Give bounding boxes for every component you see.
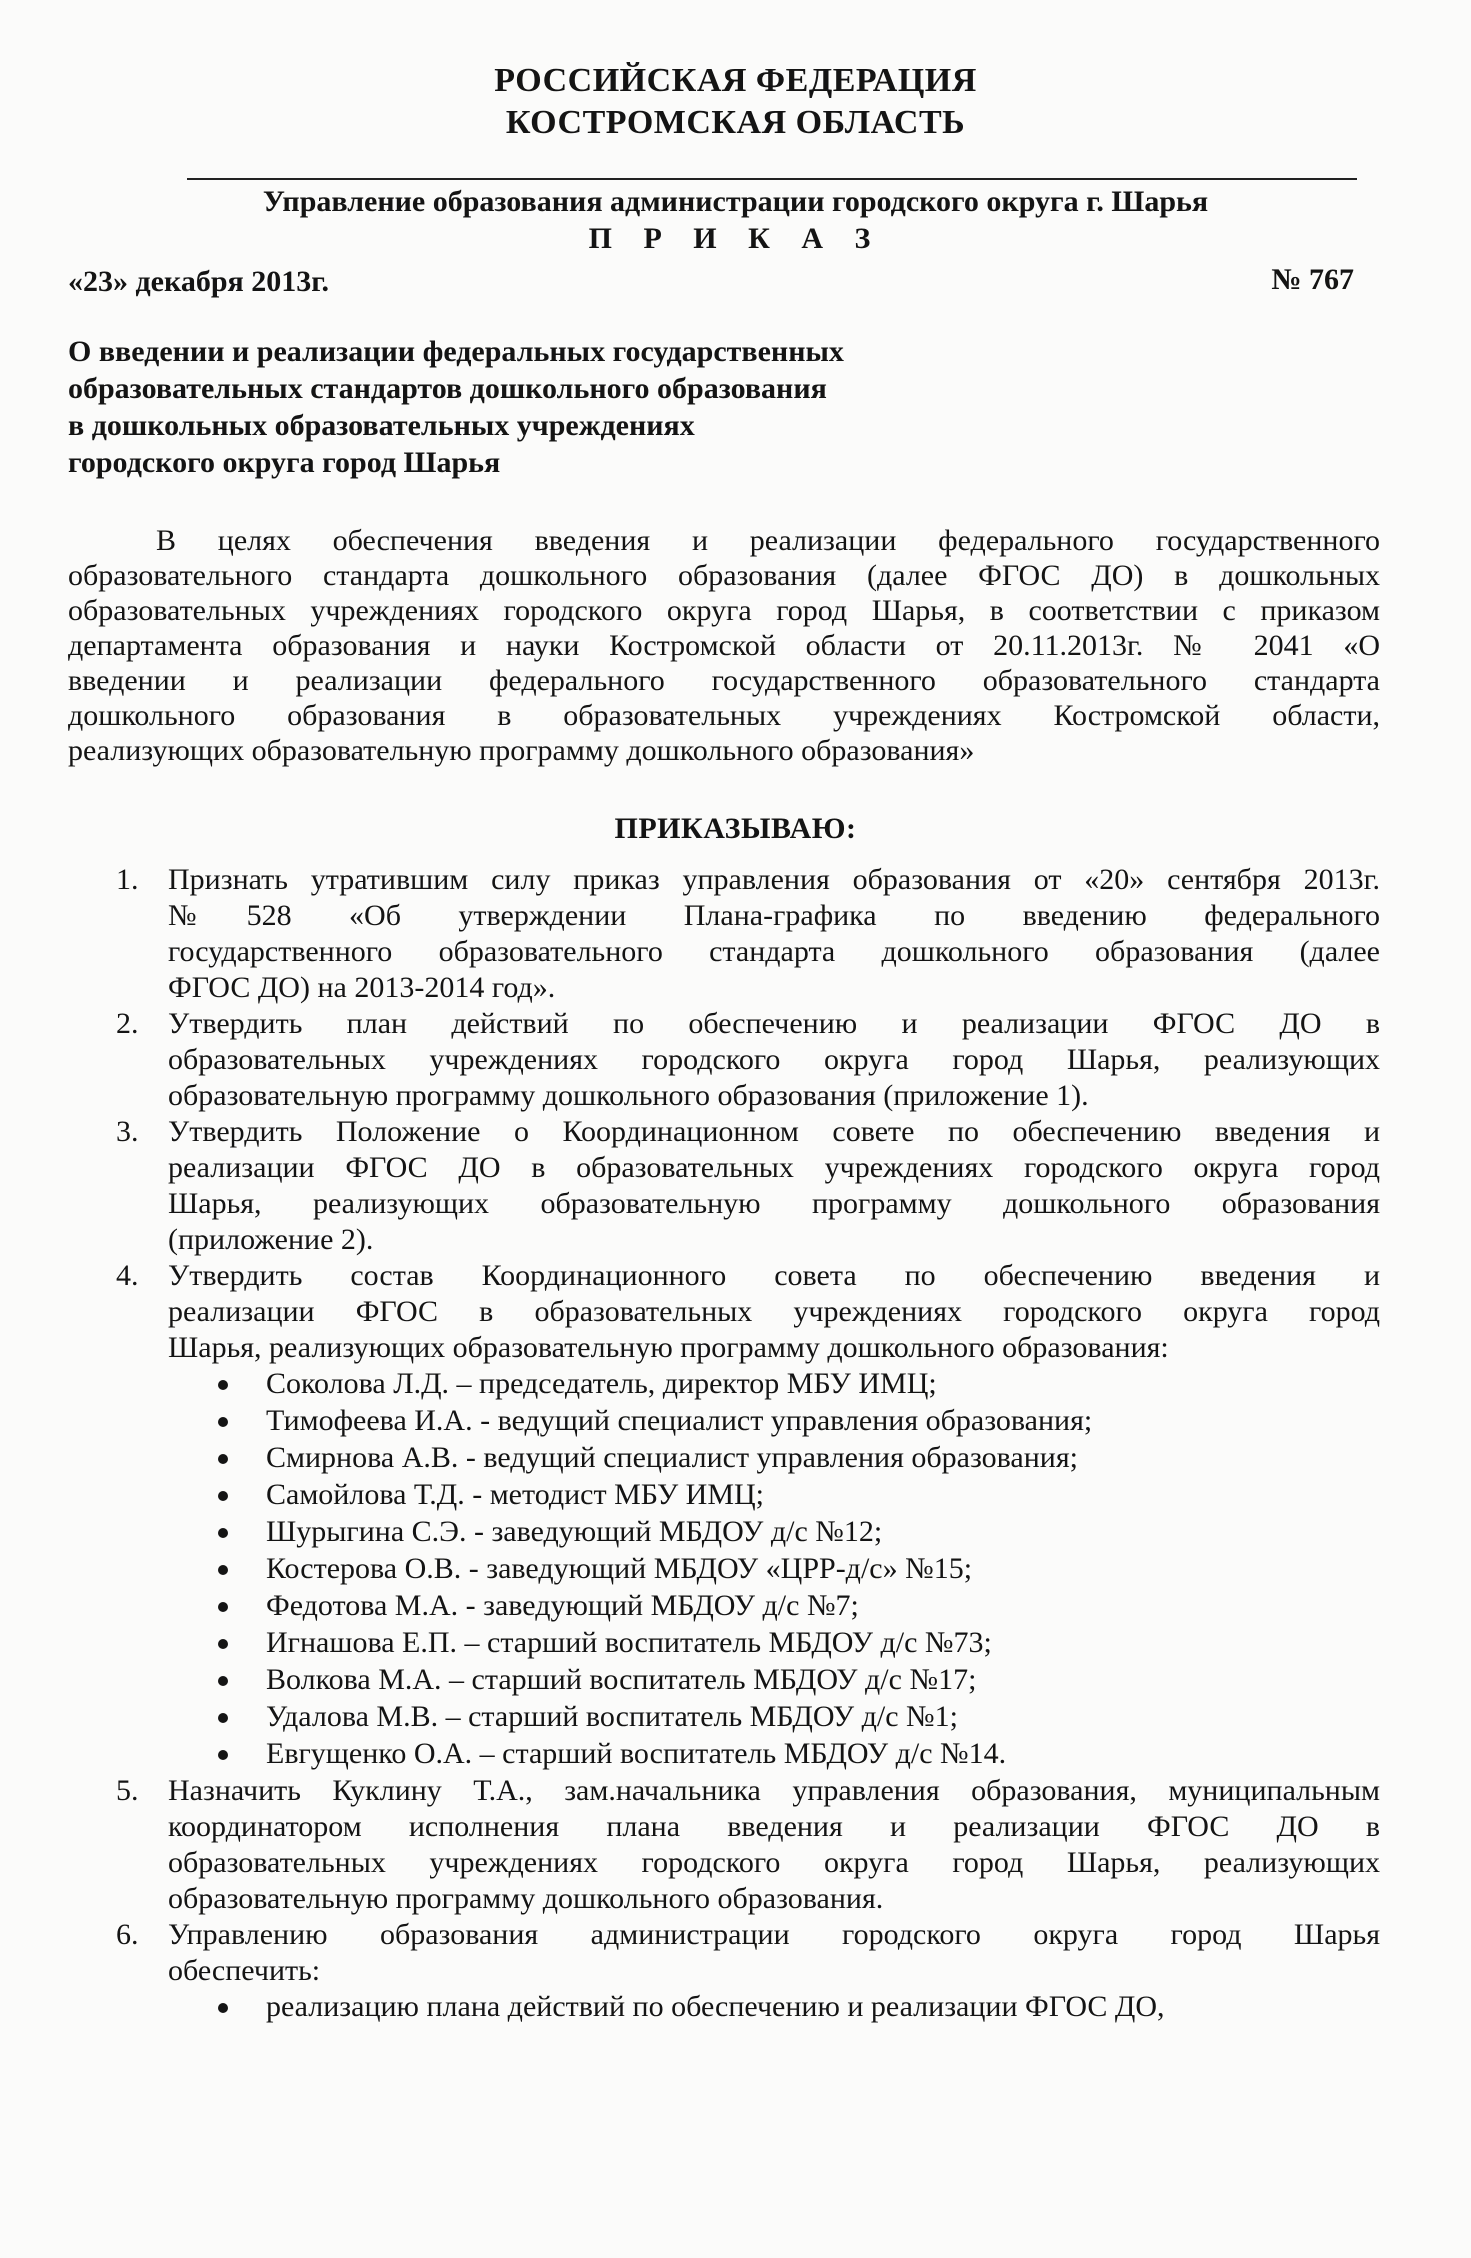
item-line: №528 «Об утверждении Плана-графика по введению федерального xyxy=(168,899,1380,932)
order-number: № 767 xyxy=(1271,263,1354,296)
bullet-icon xyxy=(218,1454,228,1464)
council-member xyxy=(266,1736,1471,1773)
item-number: 6. xyxy=(116,1918,139,1951)
council-member-text: Волкова М.А. – старший воспитатель МБДОУ д/с №17; xyxy=(266,1663,977,1696)
preamble-paragraph xyxy=(68,523,1380,768)
subject-line: образовательных стандартов дошкольного образования xyxy=(68,372,827,405)
bullet-icon xyxy=(218,1528,228,1538)
item-line: реализации ФГОС в образовательных учреждениях городского округа город xyxy=(168,1295,1380,1328)
council-members-list xyxy=(0,1366,1471,1773)
council-member xyxy=(266,1403,1471,1440)
item-line: Назначить Куклину Т.А., зам.начальника управления образования, муниципальным xyxy=(168,1774,1380,1807)
bullet-icon xyxy=(218,1750,228,1760)
item-line: реализации ФГОС ДО в образовательных учреждениях городского округа город xyxy=(168,1151,1380,1184)
council-member xyxy=(266,1551,1471,1588)
order-subject xyxy=(68,333,844,481)
header-country: РОССИЙСКАЯ ФЕДЕРАЦИЯ xyxy=(494,62,977,99)
header-divider xyxy=(187,178,1357,180)
subject-line: в дошкольных образовательных учреждениях xyxy=(68,409,695,442)
order-item-3 xyxy=(116,1114,1380,1258)
item-line: Шарья, реализующих образовательную программу дошкольного образования: xyxy=(168,1331,1169,1364)
council-member-text: Тимофеева И.А. - ведущий специалист управления образования; xyxy=(266,1404,1093,1437)
item-line: Управлению образования администрации городского округа город Шарья xyxy=(168,1918,1380,1951)
bullet-icon xyxy=(218,1713,228,1723)
item-number: 3. xyxy=(116,1115,139,1148)
order-item-4 xyxy=(116,1258,1380,1366)
preamble-line: введении и реализации федерального государственного образовательного стандарта xyxy=(68,664,1380,697)
council-member-text: Самойлова Т.Д. - методист МБУ ИМЦ; xyxy=(266,1478,765,1511)
bullet-icon xyxy=(218,1417,228,1427)
bullet-icon xyxy=(218,1602,228,1612)
council-member xyxy=(266,1514,1471,1551)
order-item-5 xyxy=(116,1773,1380,1917)
subject-line: городского округа город Шарья xyxy=(68,446,501,479)
item-number: 1. xyxy=(116,863,139,896)
order-heading: ПРИКАЗЫВАЮ: xyxy=(614,812,857,845)
council-member xyxy=(266,1477,1471,1514)
preamble-line: образовательного стандарта дошкольного образования (далее ФГОС ДО) в дошкольных xyxy=(68,559,1380,592)
council-member-text: Удалова М.В. – старший воспитатель МБДОУ д/с №1; xyxy=(266,1700,958,1733)
item-line: образовательную программу дошкольного образования (приложение 1). xyxy=(168,1079,1089,1112)
item-line: координатором исполнения плана введения и реализации ФГОС ДО в xyxy=(168,1810,1380,1843)
bullet-icon xyxy=(218,1491,228,1501)
order-item-1 xyxy=(116,862,1380,1006)
bullet-icon xyxy=(218,2003,228,2013)
item-line: образовательную программу дошкольного образования. xyxy=(168,1882,884,1915)
council-member xyxy=(266,1366,1471,1403)
item-line: образовательных учреждениях городского округа город Шарья, реализующих xyxy=(168,1846,1380,1879)
document-type: П Р И К А З xyxy=(588,222,883,255)
item-line: обеспечить: xyxy=(168,1954,321,1987)
council-member xyxy=(266,1588,1471,1625)
item-line: Утвердить план действий по обеспечению и реализации ФГОС ДО в xyxy=(168,1007,1380,1040)
item-line: Утвердить Положение о Координационном совете по обеспечению введения и xyxy=(168,1115,1380,1148)
order-item-2 xyxy=(116,1006,1380,1114)
item-line: образовательных учреждениях городского округа город Шарья, реализующих xyxy=(168,1043,1380,1076)
council-member-text: Костерова О.В. - заведующий МБДОУ «ЦРР-д/с» №15; xyxy=(266,1552,973,1585)
item-line: Признать утратившим силу приказ управления образования от «20» сентября 2013г. xyxy=(168,863,1380,896)
header-region: КОСТРОМСКАЯ ОБЛАСТЬ xyxy=(505,104,966,141)
header-organization: Управление образования администрации городского округа г. Шарья xyxy=(262,185,1209,218)
bullet-icon xyxy=(218,1639,228,1649)
item-line: Шарья, реализующих образовательную программу дошкольного образования xyxy=(168,1187,1380,1220)
council-member-text: Игнашова Е.П. – старший воспитатель МБДОУ д/с №73; xyxy=(266,1626,992,1659)
item-number: 4. xyxy=(116,1259,139,1292)
council-member xyxy=(266,1625,1471,1662)
item-line: государственного образовательного стандарта дошкольного образования (далее xyxy=(168,935,1380,968)
subject-line: О введении и реализации федеральных государственных xyxy=(68,335,844,368)
council-member-text: Соколова Л.Д. – председатель, директор МБУ ИМЦ; xyxy=(266,1367,937,1400)
provision-item xyxy=(266,1989,1471,2026)
preamble-line: реализующих образовательную программу дошкольного образования» xyxy=(68,734,975,767)
preamble-line: дошкольного образования в образовательных учреждениях Костромской области, xyxy=(68,699,1380,732)
council-member-text: Смирнова А.В. - ведущий специалист управления образования; xyxy=(266,1441,1078,1474)
provision-list xyxy=(0,1989,1471,2026)
council-member-text: Федотова М.А. - заведующий МБДОУ д/с №7; xyxy=(266,1589,859,1622)
order-date: «23» декабря 2013г. xyxy=(68,265,329,298)
provision-item-text: реализацию плана действий по обеспечению и реализации ФГОС ДО, xyxy=(266,1990,1165,2023)
order-items-list xyxy=(0,862,1471,2026)
council-member xyxy=(266,1662,1471,1699)
council-member-text: Евгущенко О.А. – старший воспитатель МБДОУ д/с №14. xyxy=(266,1737,1007,1770)
order-item-6 xyxy=(116,1917,1380,1989)
bullet-icon xyxy=(218,1565,228,1575)
item-line: ФГОС ДО) на 2013-2014 год». xyxy=(168,971,556,1004)
council-member xyxy=(266,1699,1471,1736)
bullet-icon xyxy=(218,1676,228,1686)
preamble-line: департамента образования и науки Костромской области от 20.11.2013г. № 2041 «О xyxy=(68,629,1380,662)
council-member xyxy=(266,1440,1471,1477)
item-number: 2. xyxy=(116,1007,139,1040)
preamble-line: В целях обеспечения введения и реализации федерального государственного xyxy=(156,524,1380,557)
item-line: (приложение 2). xyxy=(168,1223,374,1256)
item-number: 5. xyxy=(116,1774,139,1807)
preamble-line: образовательных учреждениях городского округа город Шарья, в соответствии с приказом xyxy=(68,594,1380,627)
council-member-text: Шурыгина С.Э. - заведующий МБДОУ д/с №12; xyxy=(266,1515,883,1548)
bullet-icon xyxy=(218,1380,228,1390)
item-line: Утвердить состав Координационного совета по обеспечению введения и xyxy=(168,1259,1380,1292)
